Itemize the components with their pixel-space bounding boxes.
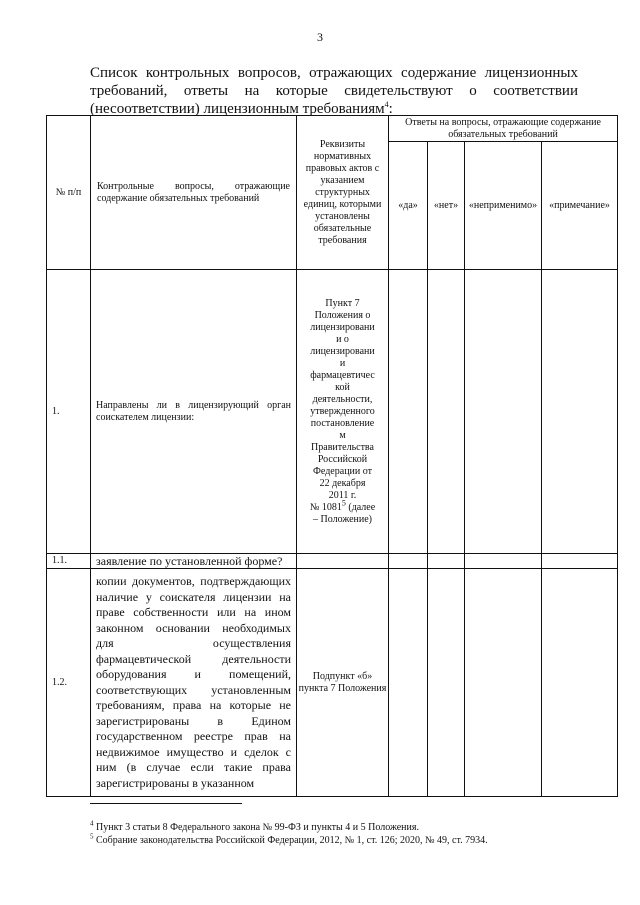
heading-line-1: Список контрольных вопросов, отражающих содержание лицензионных bbox=[90, 65, 578, 81]
req-line: постановление bbox=[310, 417, 375, 429]
header-row-1 bbox=[47, 116, 618, 142]
header-yes: «да» bbox=[389, 142, 428, 270]
page-number: 3 bbox=[317, 30, 323, 44]
row-question: заявление по установленной форме? bbox=[91, 554, 297, 569]
row-num: 1.2. bbox=[47, 569, 91, 797]
answer-na-cell[interactable] bbox=[465, 569, 542, 797]
answer-yes-cell[interactable] bbox=[389, 554, 428, 569]
answer-note-cell[interactable] bbox=[542, 270, 618, 554]
row-question: Направлены ли в лицензирующий орган соискателем лицензии: bbox=[91, 270, 297, 554]
req-line: деятельности, bbox=[312, 393, 373, 405]
table-row bbox=[47, 569, 618, 797]
footnote-ref-4[interactable]: 4 bbox=[384, 100, 389, 109]
footnote-4 bbox=[90, 821, 419, 834]
row-num: 1. bbox=[47, 270, 91, 554]
header-requisites: Реквизиты нормативных правовых актов с указанием структурных единиц, которыми установлены обязательные требования bbox=[297, 116, 389, 270]
req-line: – Положение) bbox=[312, 513, 373, 525]
row-requisite bbox=[297, 554, 389, 569]
header-note: «примечание» bbox=[542, 142, 618, 270]
footnote-ref-5[interactable]: 5 bbox=[341, 498, 346, 508]
table-row bbox=[47, 554, 618, 569]
req-line: м bbox=[339, 429, 346, 441]
req-line: лицензировани bbox=[310, 321, 375, 333]
header-questions: Контрольные вопросы, отражающие содержание обязательных требований bbox=[91, 116, 297, 270]
footnote-text: Собрание законодательства Российской Федерации, 2012, № 1, ст. 126; 2020, № 49, ст. 7934. bbox=[96, 835, 488, 846]
heading-colon: : bbox=[388, 101, 393, 117]
table-row bbox=[47, 270, 618, 554]
heading-line-3-text: (несоответствии) лицензионным требованиям bbox=[90, 101, 385, 117]
req-line: и bbox=[339, 357, 346, 369]
checklist-table bbox=[46, 115, 618, 797]
row-requisite: Подпункт «б» пункта 7 Положения bbox=[297, 569, 389, 797]
answer-no-cell[interactable] bbox=[428, 554, 465, 569]
heading-line-2: требований, ответы на которые свидетельствуют о соответствии bbox=[90, 83, 578, 99]
req-line: 2011 г. bbox=[328, 489, 357, 501]
row-requisite bbox=[297, 270, 389, 554]
answer-yes-cell[interactable] bbox=[389, 569, 428, 797]
req-line: № 1081 bbox=[309, 501, 342, 513]
footnote-mark: 5 bbox=[90, 832, 94, 841]
req-line: Российской bbox=[317, 453, 368, 465]
answer-no-cell[interactable] bbox=[428, 270, 465, 554]
answer-note-cell[interactable] bbox=[542, 554, 618, 569]
document-heading bbox=[90, 64, 578, 118]
answer-no-cell[interactable] bbox=[428, 569, 465, 797]
req-line: фармацевтичес bbox=[310, 369, 375, 381]
answer-note-cell[interactable] bbox=[542, 569, 618, 797]
row-num: 1.1. bbox=[47, 554, 91, 569]
req-line: (далее bbox=[345, 501, 376, 513]
req-line: лицензировани bbox=[310, 345, 375, 357]
footnote-mark: 4 bbox=[90, 819, 94, 828]
answer-na-cell[interactable] bbox=[465, 270, 542, 554]
footnote-text: Пункт 3 статьи 8 Федерального закона № 99-ФЗ и пункты 4 и 5 Положения. bbox=[96, 822, 419, 833]
header-no: «нет» bbox=[428, 142, 465, 270]
header-num: № п/п bbox=[47, 116, 91, 270]
header-answers-group: Ответы на вопросы, отражающие содержание обязательных требований bbox=[389, 116, 618, 142]
answer-na-cell[interactable] bbox=[465, 554, 542, 569]
req-line: Правительства bbox=[311, 441, 374, 453]
footnote-5 bbox=[90, 834, 488, 847]
req-line: Федерации от bbox=[313, 465, 372, 477]
req-line: Пункт 7 bbox=[325, 297, 360, 309]
req-line: кой bbox=[335, 381, 350, 393]
header-na: «неприменимо» bbox=[465, 142, 542, 270]
row-question: копии документов, подтверждающих наличие у соискателя лицензии на праве собственности или на ином законном основании необходимых для осуществления фармацевтической деятельности оборудования и помещений, соответствующих установленным требованиям, права на которые не зарегистрированы в Едином государственном реестре прав на недвижимое имущество и сделок с ним (в случае если такие права зарегистрированы в указанном bbox=[91, 569, 297, 797]
req-line: Положения о bbox=[314, 309, 371, 321]
req-line: 22 декабря bbox=[319, 477, 366, 489]
req-line: и о bbox=[336, 333, 349, 345]
answer-yes-cell[interactable] bbox=[389, 270, 428, 554]
footnote-separator bbox=[90, 803, 242, 804]
req-line: утвержденного bbox=[310, 405, 375, 417]
